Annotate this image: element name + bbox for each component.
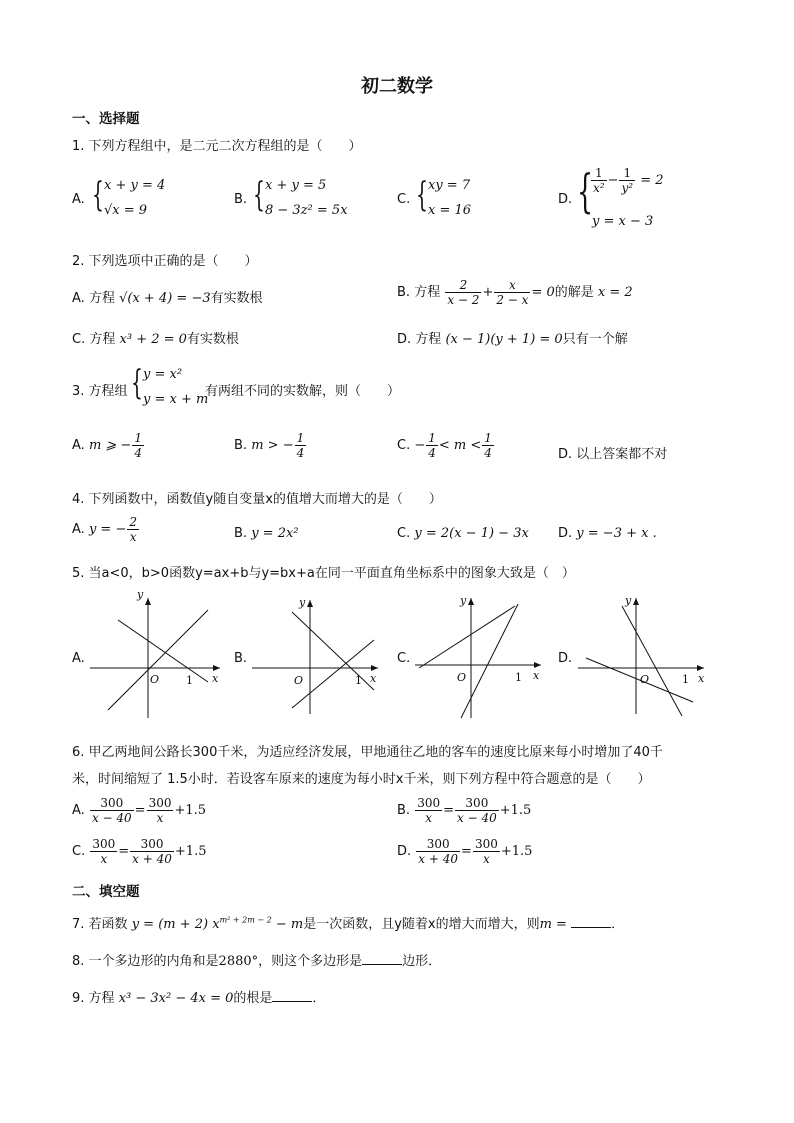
y-label: y — [460, 594, 467, 607]
question-8: 8. 一个多边形的内角和是2880°，则这个多边形是 边形． — [72, 954, 442, 969]
q1-option-b-label: B. — [234, 192, 248, 207]
y-label: y — [625, 594, 632, 607]
y-axis-arrow — [307, 600, 313, 607]
question-5-stem: 5. 当a<0，b>0函数y=ax+b与y=bx+a在同一平面直角坐标系中的图象大致是（ ） — [72, 566, 575, 581]
q1-option-c-line1: xy = 7 — [428, 178, 471, 193]
q8-answer-blank — [362, 952, 402, 965]
one-label: 1 — [355, 674, 362, 687]
q3-option-c: C. − $\frac{1}{4}$ < m < $\frac{1}{4}$ — [397, 431, 492, 460]
q5-option-d-label: D. — [558, 651, 573, 666]
x-axis-arrow — [697, 665, 704, 671]
q1-option-c-brace: { — [416, 175, 428, 215]
q6-option-c: C. $\frac{300}{x}$ = $\frac{300}{x + 40}$ +1.5 — [72, 837, 207, 866]
origin-label: O — [294, 674, 304, 687]
q6-option-d: D. $\frac{300}{x + 40}$ = $\frac{300}{x}$ +1.5 — [397, 837, 533, 866]
q4-option-d: D. y = −3 + x . — [558, 526, 657, 541]
q9-answer-blank — [272, 989, 312, 1002]
q4-option-b: B. y = 2x² — [234, 526, 299, 541]
question-9: 9. 方程 x³ − 3x² − 4x = 0的根是 ． — [72, 991, 326, 1006]
line-1 — [419, 606, 515, 668]
q1-option-b-line1: x + y = 5 — [265, 178, 327, 193]
q2-option-c: C. 方程 x³ + 2 = 0有实数根 — [72, 332, 239, 347]
question-6-line1: 6. 甲乙两地间公路长300千米，为适应经济发展，甲地通往乙地的客车的速度比原来每小时增加了40千 — [72, 745, 663, 760]
question-3-pre: 3. 方程组 — [72, 384, 128, 399]
question-6-line2: 米，时间缩短了 1.5小时．若设客车原来的速度为每小时x千米，则下列方程中符合题意的是（ ） — [72, 772, 651, 787]
q1-option-a-brace: { — [92, 175, 104, 215]
x-axis-arrow — [534, 662, 541, 668]
x-label: x — [212, 672, 219, 685]
x-label: x — [698, 672, 705, 685]
q5-graph-b — [252, 590, 387, 720]
q1-option-d-brace: { — [577, 164, 594, 218]
question-3-post: 有两组不同的实数解，则（ ） — [205, 384, 401, 399]
q6-option-a: A. $\frac{300}{x - 40}$ = $\frac{300}{x}$ +1.5 — [72, 796, 207, 825]
q2-option-d: D. 方程 (x − 1)(y + 1) = 0只有一个解 — [397, 332, 628, 347]
q1-option-d-line1: $\frac{1}{\text{x²}}$ − $\frac{1}{\text{y²}}$ = 2 — [593, 166, 664, 195]
q5-option-a-label: A. — [72, 651, 85, 666]
question-7: 7. 若函数 y = (m + 2) $x^{m^2 + 2m - 2} - m$是一次函数，且y随着x的增大而增大，则m = ． — [72, 915, 625, 932]
q3-option-a: A. m ⩾ − $\frac{1}{4}$ — [72, 431, 142, 460]
one-label: 1 — [515, 671, 522, 684]
q3-brace: { — [131, 363, 143, 403]
line-1 — [108, 610, 208, 710]
q1-option-d-line2: y = x − 3 — [592, 214, 654, 229]
section-heading-fill: 二、填空题 — [72, 884, 140, 900]
q1-option-a-line2: √x = 9 — [104, 203, 148, 218]
x-axis-arrow — [371, 665, 378, 671]
q6-option-b: B. $\frac{300}{x}$ = $\frac{300}{x - 40}$ +1.5 — [397, 796, 532, 825]
q3-option-b: B. m > − $\frac{1}{4}$ — [234, 431, 305, 460]
question-1-stem: 1. 下列方程组中，是二元二次方程组的是（ ） — [72, 139, 362, 154]
q1-option-a-line1: x + y = 4 — [104, 178, 166, 193]
q5-option-c-label: C. — [397, 651, 411, 666]
q5-graph-a — [90, 590, 225, 720]
one-label: 1 — [186, 674, 193, 687]
y-axis-arrow — [633, 598, 639, 605]
y-axis-arrow — [468, 598, 474, 605]
q2-option-a: A. 方程 √(x + 4) = −3有实数根 — [72, 291, 263, 306]
q1-option-c-label: C. — [397, 192, 411, 207]
q5-graph-d — [578, 590, 713, 720]
q4-option-c: C. y = 2(x − 1) − 3x — [397, 526, 529, 541]
x-label: x — [533, 669, 540, 682]
q1-option-b-brace: { — [253, 175, 265, 215]
x-axis-arrow — [213, 665, 220, 671]
y-label: y — [299, 596, 306, 609]
q1-option-c-line2: x = 16 — [428, 203, 472, 218]
q4-option-a: A. y = − $\frac{2}{x}$ — [72, 515, 137, 544]
q7-answer-blank — [571, 915, 611, 928]
q5-graph-c — [415, 590, 550, 720]
q1-option-d-label: D. — [558, 192, 573, 207]
line-2 — [461, 604, 518, 718]
q3-option-d: D. 以上答案都不对 — [558, 447, 668, 462]
line-2 — [622, 606, 682, 716]
q5-option-b-label: B. — [234, 651, 248, 666]
page-title: 初二数学 — [361, 76, 433, 97]
x-label: x — [370, 672, 377, 685]
origin-label: O — [457, 671, 467, 684]
question-4-stem: 4. 下列函数中，函数值y随自变量x的值增大而增大的是（ ） — [72, 492, 442, 507]
q2-option-b: B. 方程 $\frac{2}{x - 2}$ + $\frac{x}{2 - x}$ = 0的解是 x = 2 — [397, 278, 633, 307]
q3-line1: y = x² — [143, 367, 183, 382]
one-label: 1 — [682, 673, 689, 686]
origin-label: O — [150, 673, 160, 686]
y-label: y — [137, 588, 144, 601]
section-heading-choice: 一、选择题 — [72, 111, 140, 127]
line-2 — [118, 620, 208, 682]
question-2-stem: 2. 下列选项中正确的是（ ） — [72, 254, 258, 269]
origin-label: O — [640, 673, 650, 686]
y-axis-arrow — [145, 598, 151, 605]
q3-line2: y = x + m — [143, 392, 209, 407]
q1-option-a-label: A. — [72, 192, 85, 207]
q1-option-b-line2: 8 − 3z² = 5x — [265, 203, 348, 218]
